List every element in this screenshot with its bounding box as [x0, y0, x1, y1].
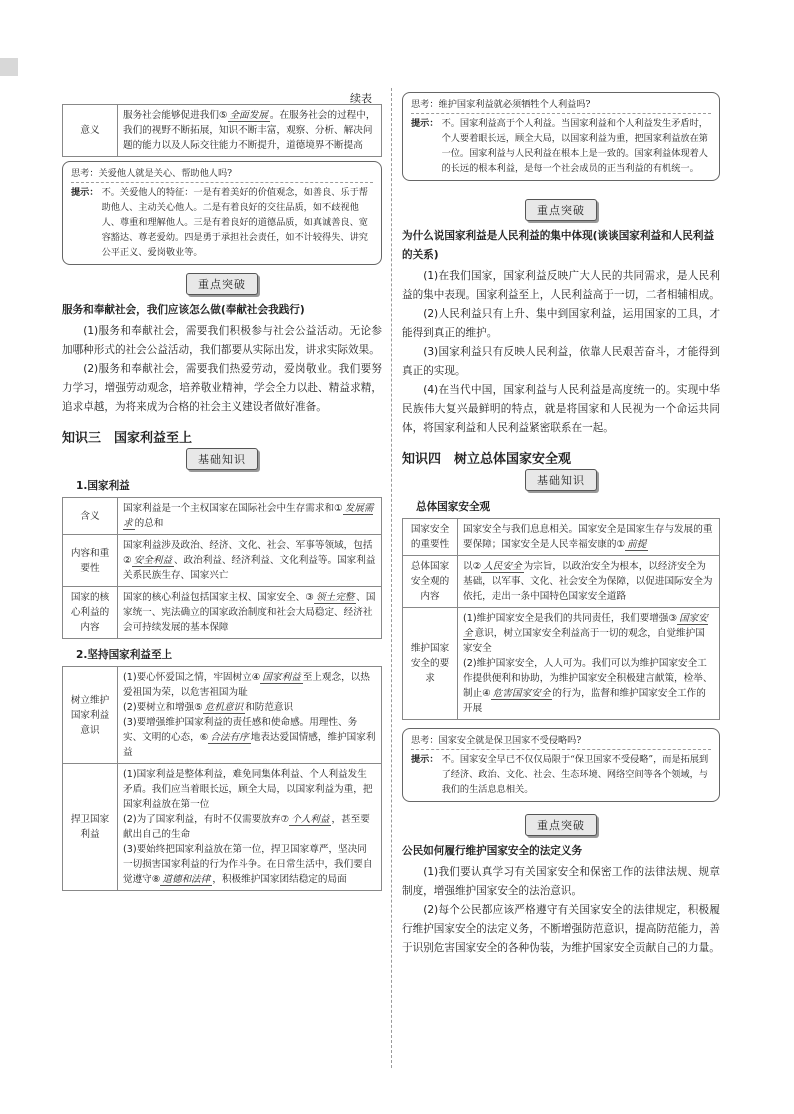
think-answer [71, 185, 373, 260]
row-content [458, 519, 720, 556]
text: 的行为，监督和维护国家安全工作的开展 [463, 688, 706, 714]
section-tag: 重点突破 [525, 199, 597, 221]
section-tag: 基础知识 [525, 469, 597, 491]
row-content [458, 608, 720, 720]
text: 地表达爱国情感，维护国家利益 [123, 732, 376, 758]
row-label: 意义 [63, 105, 118, 157]
section-heading: 知识三 国家利益至上 [62, 431, 193, 446]
table-row [403, 608, 720, 720]
section-tag: 重点突破 [525, 814, 597, 836]
hint-text: 不。国家安全早已不仅仅局限于“保卫国家不受侵略”，而是拓展到了经济、政治、文化、社会、生态环境、网络空间等各个领域，与我们的生活息息相关。 [441, 754, 709, 795]
row-label: 国家安全的重要性 [403, 519, 458, 556]
answer: 危机意识 [204, 702, 244, 713]
think-answer [411, 752, 711, 797]
question-title: 服务和奉献社会，我们应该怎么做(奉献社会我践行) [62, 304, 305, 316]
think-question: 思考：关爱他人就是关心、帮助他人吗? [71, 166, 373, 183]
left-column [62, 104, 382, 891]
continued-label: 续表 [350, 92, 372, 105]
answer: 国家安全 [463, 613, 708, 639]
national-interest-table [62, 497, 382, 639]
text: 国家安全与我们息息相关。国家安全是国家生存与发展的重要保障；国家安全是人民幸福安康的① [463, 524, 713, 550]
text: (1)国家利益是整体利益，难免同集体利益、个人利益发生矛盾。我们应当着眼长远，顾全大局，以国家利益为重，把国家利益放在第一位 [123, 769, 373, 810]
right-column [402, 92, 720, 958]
table-row [63, 535, 382, 587]
think-question: 思考：国家安全就是保卫国家不受侵略吗? [411, 733, 711, 750]
row-content [118, 105, 382, 157]
paragraph: (3)国家利益只有反映人民利益，依靠人民艰苦奋斗，才能得到真正的实现。 [402, 346, 720, 377]
text: (2)要树立和增强⑤ [123, 702, 203, 713]
row-label: 树立维护国家利益意识 [63, 667, 118, 764]
text: 国家的核心利益包括国家主权、国家安全、③ [123, 592, 314, 603]
paragraph: (2)每个公民都应该严格遵守有关国家安全的法律规定，积极履行维护国家安全的法定义务，不断增强防范意识，提高防范能力，善于识别危害国家安全的各种伪装，为维护国家安全贡献自己的力量。 [402, 904, 720, 954]
think-box [402, 728, 720, 802]
section-tag: 重点突破 [186, 273, 258, 295]
text: ，积极维护国家团结稳定的局面 [212, 874, 347, 885]
text: 服务社会能够促进我们⑤ [123, 110, 228, 121]
hint-text: 不。关爱他人的特征：一是有着美好的价值观念，如善良、乐于帮助他人、主动关心他人。二是有着良好的交往品质，如不歧视他人、尊重和理解他人。三是有着良好的道德品质，如真诚善良、宽容豁达、尊老爱幼。四是勇于承担社会责任，如不计较得失、讲究公平正义、爱岗敬业等。 [101, 187, 368, 258]
text: 以② [463, 561, 482, 572]
answer: 前提 [627, 539, 647, 550]
question-title: 为什么说国家利益是人民利益的集中体现(谈谈国家利益和人民利益的关系) [402, 230, 715, 261]
text: 至上观念，以热爱祖国为荣，以危害祖国为耻 [123, 672, 370, 698]
sub-heading: 1.国家利益 [76, 480, 130, 492]
answer: 道德和法律 [162, 874, 211, 885]
paragraph: (4)在当代中国，国家利益与人民利益是高度统一的。实现中华民族伟大复兴最鲜明的特点，就是将国家和人民视为一个命运共同体，将国家利益和人民利益紧密联系在一起。 [402, 384, 720, 434]
row-label: 国家的核心利益的内容 [63, 587, 118, 639]
answer: 领土完整 [315, 592, 355, 603]
table-row [403, 519, 720, 556]
think-box [402, 92, 720, 181]
page-corner-mark [0, 58, 18, 76]
hint-label: 提示： [71, 187, 99, 198]
hint-label: 提示： [411, 118, 439, 129]
row-content [118, 535, 382, 587]
answer: 个人利益 [291, 814, 330, 825]
section-tag: 基础知识 [186, 448, 258, 470]
text: (3)要始终把国家利益放在第一位，捍卫国家尊严，坚决同一切损害国家利益的行为作斗争。在日常生活中，我们要自觉遵守⑧ [123, 844, 373, 885]
answer: 发展需求 [123, 503, 374, 529]
meaning-table [62, 104, 382, 157]
text: 国家利益涉及政治、经济、文化、社会、军事等领域，包括② [123, 540, 373, 566]
think-question: 思考：维护国家利益就必须牺牲个人利益吗? [411, 97, 711, 114]
row-label: 总体国家安全观的内容 [403, 556, 458, 608]
column-divider [391, 88, 392, 1068]
answer: 全面发展 [229, 110, 268, 121]
table-row [403, 556, 720, 608]
row-label: 内容和重要性 [63, 535, 118, 587]
table-row [63, 587, 382, 639]
text: 国家利益是一个主权国家在国际社会中生存需求和① [123, 503, 343, 514]
text: 意识，树立国家安全利益高于一切的观念，自觉维护国家安全 [463, 628, 705, 654]
hint-text: 不。国家利益高于个人利益。当国家利益和个人利益发生矛盾时，个人要着眼长远，顾全大局，以国家利益为重，把国家利益放在第一位。国家利益与人民利益在根本上是一致的。国家利益体现着人的长远的根本利益，是每一个社会成员的正当利益的有机统一。 [441, 118, 708, 174]
text: (1)维护国家安全是我们的共同责任，我们要增强③ [463, 613, 678, 624]
uphold-interest-table [62, 666, 382, 891]
row-content [458, 556, 720, 608]
paragraph: (1)服务和奉献社会，需要我们积极参与社会公益活动。无论参加哪种形式的社会公益活动，我们都要从实际出发，讲求实际效果。 [62, 325, 382, 356]
think-box [62, 161, 382, 265]
text: (1)要心怀爱国之情，牢固树立④ [123, 672, 261, 683]
row-label: 含义 [63, 498, 118, 535]
question-title: 公民如何履行维护国家安全的法定义务 [402, 845, 583, 857]
answer: 危害国家安全 [492, 688, 551, 699]
answer: 人民安全 [483, 561, 522, 572]
paragraph: (1)我们要认真学习有关国家安全和保密工作的法律法规、规章制度，增强维护国家安全的法治意识。 [402, 866, 720, 897]
hint-label: 提示： [411, 754, 439, 765]
table-row [63, 105, 382, 157]
section-heading: 知识四 树立总体国家安全观 [402, 452, 572, 467]
table-row [63, 498, 382, 535]
row-content [118, 764, 382, 891]
text: 、国家统一、宪法确立的国家政治制度和社会大局稳定、经济社会可持续发展的基本保障 [123, 592, 376, 633]
security-table [402, 518, 720, 720]
text: 的总和 [134, 518, 164, 529]
row-content [118, 667, 382, 764]
text: (2)为了国家利益，有时不仅需要放弃⑦ [123, 814, 290, 825]
text: ，甚至要献出自己的生命 [123, 814, 370, 840]
text: (3)要增强维护国家利益的责任感和使命感。用理性、务实、文明的心态，⑥ [123, 717, 358, 743]
sub-heading: 总体国家安全观 [416, 501, 491, 513]
paragraph: (2)服务和奉献社会，需要我们热爱劳动，爱岗敬业。我们要努力学习，增强劳动观念，培养敬业精神，学会全力以赴、精益求精，追求卓越，为将来成为合格的社会主义建设者做好准备。 [62, 363, 382, 413]
table-row [63, 667, 382, 764]
text: 为宗旨，以政治安全为根本，以经济安全为基础，以军事、文化、社会安全为保障，以促进国际安全为依托，走出一条中国特色国家安全道路 [463, 561, 713, 602]
text: 。在服务社会的过程中，我们的视野不断拓展，知识不断丰富，观察、分析、解决问题的能力以及人际交往能力不断提升，道德境界不断提高 [123, 110, 376, 151]
answer: 安全利益 [133, 555, 172, 566]
sub-heading: 2.坚持国家利益至上 [76, 649, 173, 661]
paragraph: (2)人民利益只有上升、集中到国家利益，运用国家的工具，才能得到真正的维护。 [402, 308, 720, 339]
row-content [118, 587, 382, 639]
answer: 合法有序 [210, 732, 249, 743]
answer: 国家利益 [262, 672, 301, 683]
text: (2)维护国家安全，人人可为。我们可以为维护国家安全工作提供便利和协助，为维护国家安全积极建言献策，检举、制止④ [463, 658, 713, 699]
row-label: 捍卫国家利益 [63, 764, 118, 891]
paragraph: (1)在我们国家，国家利益反映广大人民的共同需求，是人民利益的集中表现。国家利益至上，人民利益高于一切，二者相辅相成。 [402, 270, 720, 301]
table-row [63, 764, 382, 891]
think-answer [411, 116, 711, 176]
text: 和防范意识 [245, 702, 294, 713]
text: 、政治利益、经济利益、文化利益等。国家利益关系民族生存、国家兴亡 [123, 555, 376, 581]
row-content [118, 498, 382, 535]
row-label: 维护国家安全的要求 [403, 608, 458, 720]
